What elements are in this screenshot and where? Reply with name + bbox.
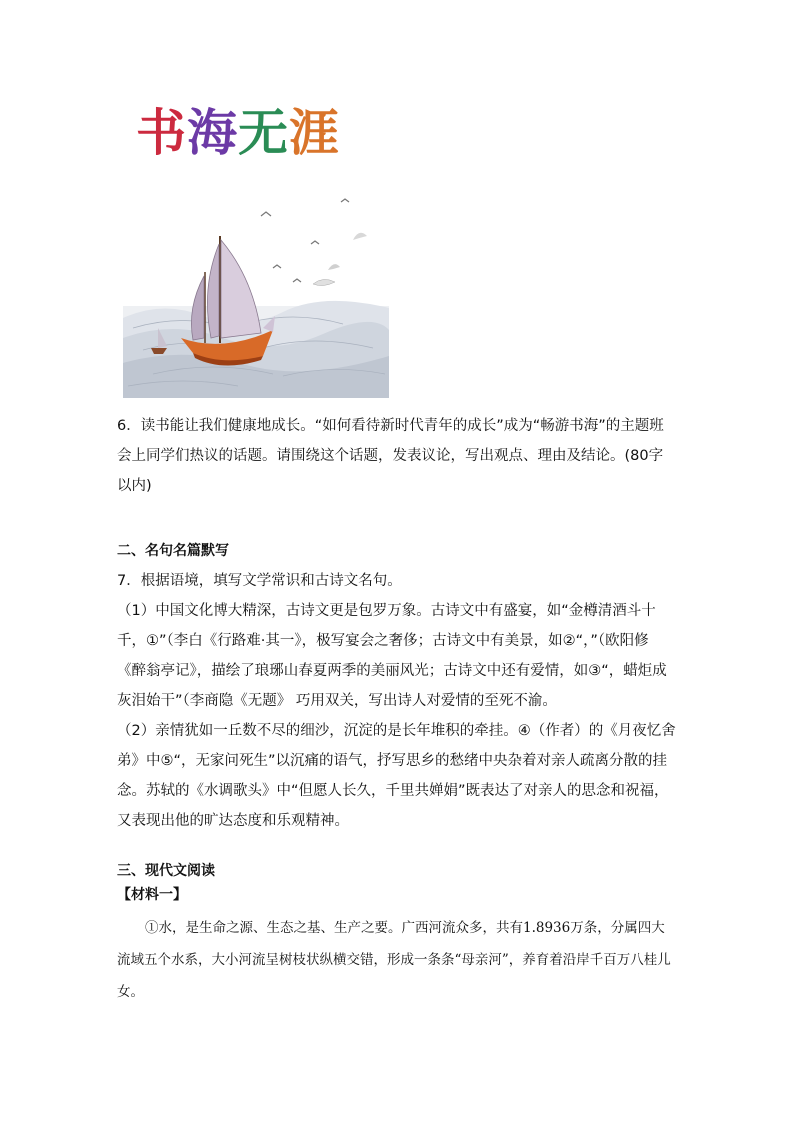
question-7-intro: 7．根据语境，填写文学常识和古诗文名句。 bbox=[117, 573, 402, 589]
question-7 bbox=[117, 566, 677, 836]
logo-char: 无 bbox=[238, 103, 289, 162]
material-1-paragraph-text: ①水，是生命之源、生态之基、生产之要。广西河流众多，共有1.8936万条，分属四大流域五个水系，大小河流呈树枝状纵横交错，形成一条条“母亲河”，养育着沿岸千百万八桂儿女。 bbox=[117, 920, 671, 1000]
question-6-text: 6．读书能让我们健康地成长。“如何看待新时代青年的成长”成为“畅游书海”的主题班会上同学们热议的话题。请围绕这个话题，发表议论，写出观点、理由及结论。(80字以内) bbox=[117, 418, 664, 494]
book-sea-logo bbox=[136, 103, 340, 162]
logo-char: 涯 bbox=[289, 103, 340, 162]
material-1-label: 【材料一】 bbox=[117, 887, 187, 903]
section-2-title: 二、名句名篇默写 bbox=[117, 543, 229, 559]
logo-char: 海 bbox=[187, 103, 238, 162]
question-7-part-1: （1）中国文化博大精深，古诗文更是包罗万象。古诗文中有盛宴，如“金樽清酒斗十千，①”（李白《行路难·其一》，极写宴会之奢侈；古诗文中有美景，如②“，”（欧阳修《醉翁亭记》，描绘了琅琊山春夏两季的美丽风光；古诗文中还有爱情，如③“，蜡炬成灰泪始干”（李商隐《无题》 巧用双关，写出诗人对爱情的至死不渝。 bbox=[117, 603, 667, 709]
question-7-part-2: （2）亲情犹如一丘数不尽的细沙，沉淀的是长年堆积的牵挂。④（作者）的《月夜忆舍弟》中⑤“，无家问死生”以沉痛的语气，抒写思乡的愁绪中央杂着对亲人疏离分散的挂念。苏轼的《水调歌头》中“但愿人长久，千里共婵娟”既表达了对亲人的思念和祝福，又表现出他的旷达态度和乐观精神。 bbox=[117, 723, 676, 829]
material-1-paragraph bbox=[117, 912, 677, 1008]
section-3-title: 三、现代文阅读 bbox=[117, 863, 215, 879]
logo-char: 书 bbox=[136, 103, 187, 162]
question-6 bbox=[117, 411, 677, 501]
sailboat-on-books-illustration bbox=[123, 188, 389, 398]
